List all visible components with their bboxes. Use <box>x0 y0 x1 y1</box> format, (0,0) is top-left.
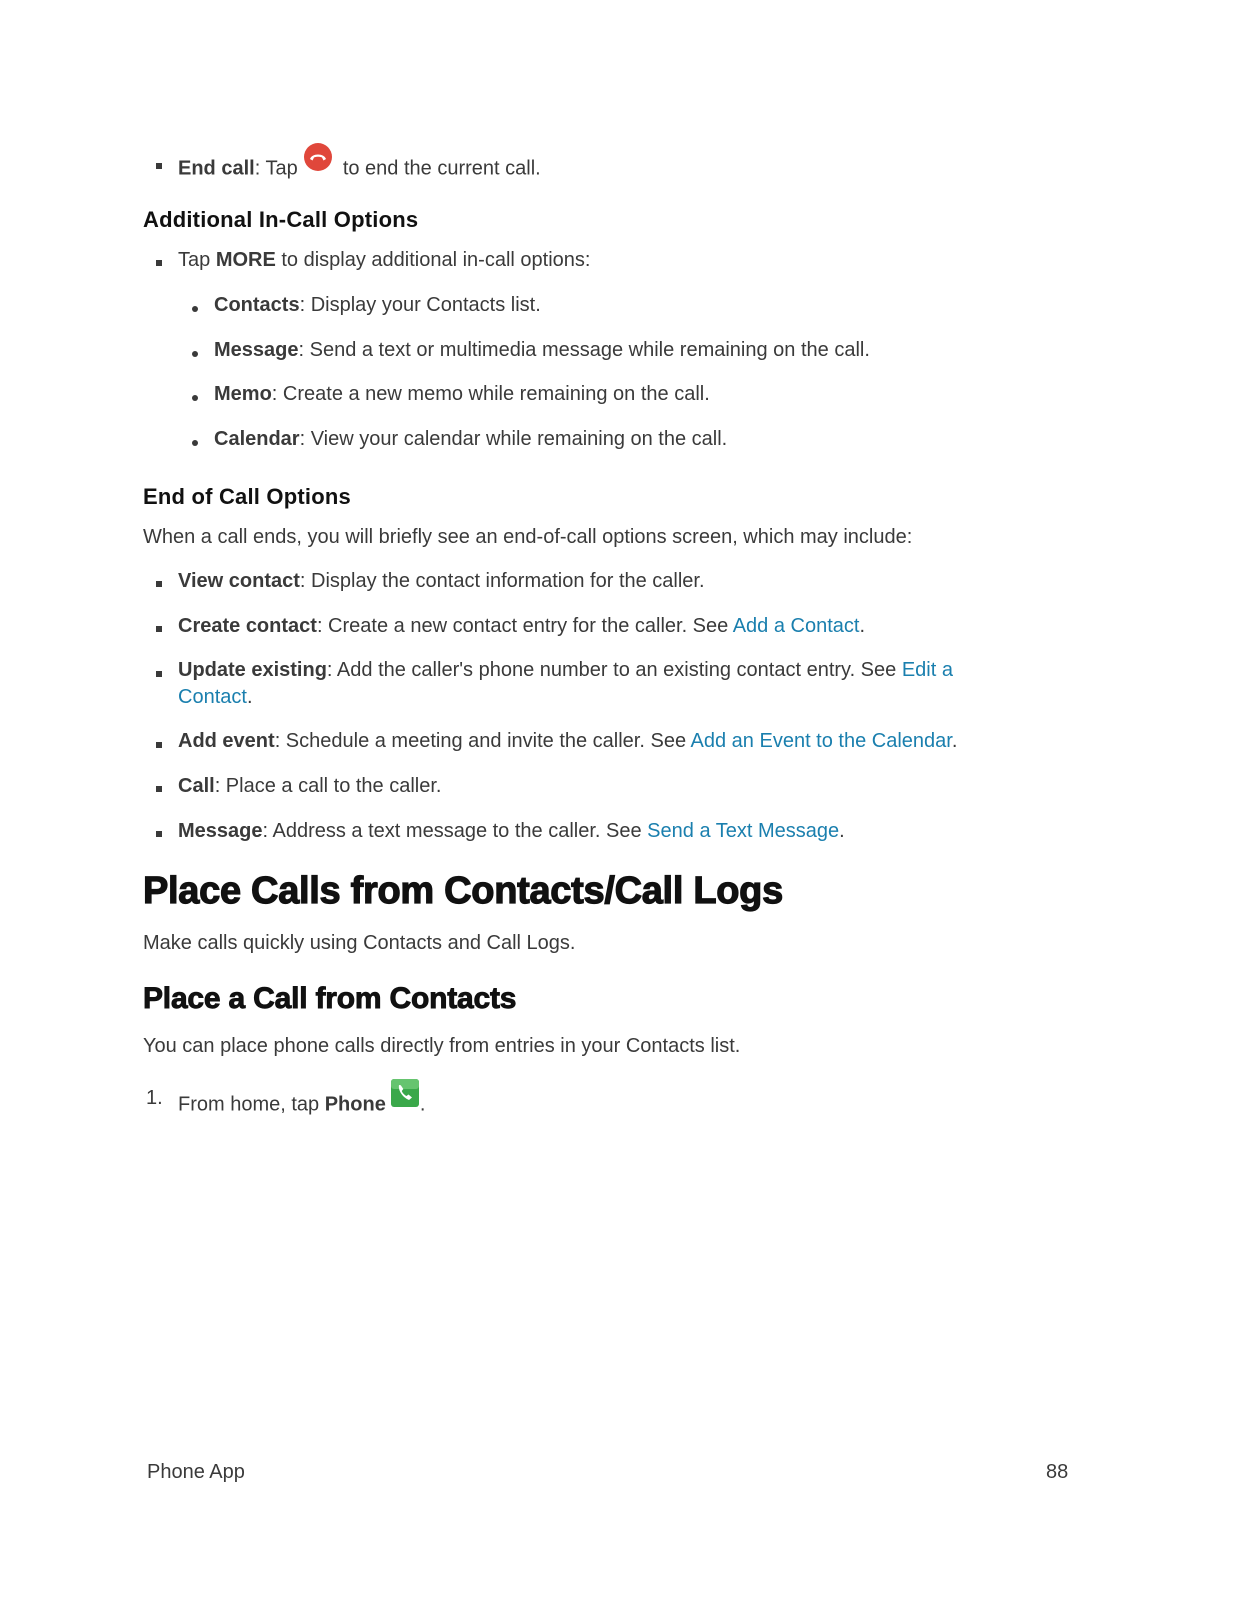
bullet-dot <box>192 395 198 401</box>
list-item-end-call: End call: Tap to end the current call. <box>178 150 541 188</box>
sub-item-contacts: Contacts: Display your Contacts list. <box>214 294 541 316</box>
heading-place-calls: Place Calls from Contacts/Call Logs <box>143 870 783 912</box>
list-item-create-contact: Create contact: Create a new contact entry for the caller. See Add a Contact. <box>178 615 866 637</box>
place-calls-intro: Make calls quickly using Contacts and Call Logs. <box>143 932 576 954</box>
item-label: End call <box>178 157 255 180</box>
bullet-square <box>156 581 162 587</box>
phone-app-icon <box>390 1078 420 1116</box>
heading-place-a-call-from-contacts: Place a Call from Contacts <box>143 982 517 1015</box>
heading-additional-in-call-options: Additional In-Call Options <box>143 207 419 232</box>
bullet-square <box>156 742 162 748</box>
link-add-an-event[interactable]: Add an Event to the Calendar <box>690 730 952 752</box>
list-item-update-existing-line2: Contact. <box>178 686 253 708</box>
bullet-square <box>156 671 162 677</box>
link-edit-a-contact-cont[interactable]: Contact <box>178 686 247 708</box>
footer-section-name: Phone App <box>147 1461 245 1483</box>
step-number: 1. <box>146 1087 163 1109</box>
list-item-view-contact: View contact: Display the contact information for the caller. <box>178 570 705 592</box>
sub-item-memo: Memo: Create a new memo while remaining on the call. <box>214 383 710 405</box>
link-add-a-contact[interactable]: Add a Contact <box>732 615 860 637</box>
link-edit-a-contact[interactable]: Edit a <box>901 659 953 681</box>
link-send-a-text-message[interactable]: Send a Text Message <box>647 820 840 842</box>
list-item-call: Call: Place a call to the caller. <box>178 775 442 797</box>
bullet-dot <box>192 440 198 446</box>
list-item-message: Message: Address a text message to the caller. See Send a Text Message. <box>178 820 845 842</box>
sub-item-message: Message: Send a text or multimedia message while remaining on the call. <box>214 339 870 361</box>
list-item-tap-more: Tap MORE to display additional in-call options: <box>178 249 591 271</box>
bullet-dot <box>192 351 198 357</box>
bullet-square <box>156 831 162 837</box>
bullet-dot <box>192 306 198 312</box>
sub-item-calendar: Calendar: View your calendar while remaining on the call. <box>214 428 728 450</box>
list-item-update-existing: Update existing: Add the caller's phone number to an existing contact entry. See Edit a <box>178 659 953 681</box>
end-of-call-intro: When a call ends, you will briefly see an end-of-call options screen, which may include: <box>143 526 913 548</box>
bullet-square <box>156 163 162 169</box>
phone-label: Phone <box>324 1093 386 1116</box>
step-1: From home, tap Phone . <box>178 1086 425 1124</box>
end-call-icon <box>303 142 333 180</box>
bullet-square <box>156 260 162 266</box>
bullet-square <box>156 626 162 632</box>
place-from-contacts-intro: You can place phone calls directly from entries in your Contacts list. <box>143 1035 741 1057</box>
heading-end-of-call-options: End of Call Options <box>143 484 351 509</box>
more-label: MORE <box>215 249 276 271</box>
footer-page-number: 88 <box>1046 1461 1069 1483</box>
list-item-add-event: Add event: Schedule a meeting and invite the caller. See Add an Event to the Calendar. <box>178 730 958 752</box>
bullet-square <box>156 786 162 792</box>
